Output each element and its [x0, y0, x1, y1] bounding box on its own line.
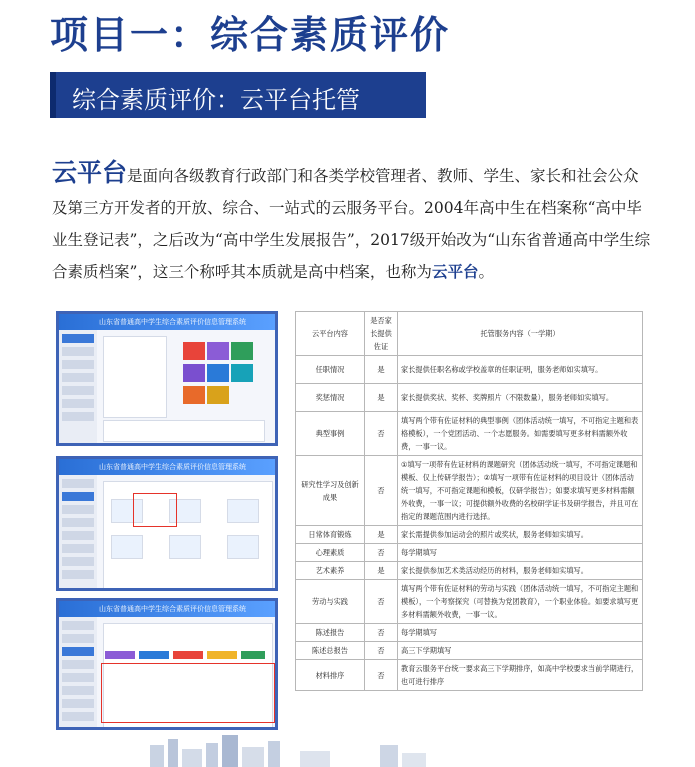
tile-icon [183, 386, 205, 404]
cell-service: ①填写一项带有佐证材料的课题研究（团体活动统一填写，不可指定课题和模板、仅上传研学报告）；②填写一项带有佐证材料的项目设计（团体活动统一填写，不可指定课题和模板，仅研学报告）；如要求填写更多材料需额外收费，一事一议；可提供额外收费的名校研学证书及研学报告，并且可在指定的课题范围内进行选择。 [398, 456, 643, 526]
cell-proof: 是 [365, 526, 398, 544]
screenshot-header: 山东省普通高中学生综合素质评价信息管理系统 [59, 601, 275, 617]
tile-icon [183, 342, 205, 360]
table-row [296, 624, 643, 642]
tile-icon [207, 342, 229, 360]
cell-item: 艺术素养 [296, 562, 365, 580]
table-row [296, 544, 643, 562]
screenshot-header: 山东省普通高中学生综合素质评价信息管理系统 [59, 314, 275, 330]
cell-item: 研究性学习及创新成果 [296, 456, 365, 526]
cell-proof: 是 [365, 562, 398, 580]
cell-item: 奖惩情况 [296, 384, 365, 412]
table-row [296, 526, 643, 544]
intro-lead: 云平台 [52, 158, 128, 187]
cell-item: 陈述总报告 [296, 642, 365, 660]
item-card [169, 535, 201, 559]
section-banner [50, 72, 426, 118]
tile-icon [183, 364, 205, 382]
cell-item: 陈述报告 [296, 624, 365, 642]
cell-service: 家长需提供参加运动会的照片或奖状，服务老师如实填写。 [398, 526, 643, 544]
page-title: 项目一：综合素质评价 [50, 13, 451, 57]
screenshot-evaluation [56, 456, 278, 591]
cell-item: 典型事例 [296, 412, 365, 456]
table-row [296, 580, 643, 624]
cell-item: 心理素质 [296, 544, 365, 562]
city-skyline-decoration [0, 735, 695, 767]
category-tag [139, 651, 169, 659]
cell-service: 家长提供任职名称或学校盖章的任职证明，服务老师如实填写。 [398, 356, 643, 384]
cell-service: 教育云服务平台统一要求高三下学期排序，如高中学校要求当前学期进行，也可进行排序 [398, 660, 643, 691]
category-tag [105, 651, 135, 659]
cell-service: 家长提供奖状、奖杯、奖牌照片（不限数量），服务老师如实填写。 [398, 384, 643, 412]
header-item: 云平台内容 [296, 312, 365, 356]
item-card [111, 535, 143, 559]
cell-proof: 否 [365, 624, 398, 642]
cell-service: 每学期填写 [398, 544, 643, 562]
banner-stripe [50, 72, 56, 118]
cell-item: 日常体育锻炼 [296, 526, 365, 544]
table-row [296, 642, 643, 660]
cell-proof: 是 [365, 384, 398, 412]
cell-service: 填写两个带有佐证材料的劳动与实践（团体活动统一填写，不可指定主题和模板），一个考察探究（可替换为党团教育），一个职业体验。如要求填写更多材料需额外收费，一事一议。 [398, 580, 643, 624]
cell-item: 任职情况 [296, 356, 365, 384]
screenshot-sidebar [59, 330, 97, 443]
intro-emphasis: 云平台 [431, 263, 479, 281]
table-row [296, 356, 643, 384]
screenshot-labor-practice [56, 598, 278, 730]
item-card [227, 499, 259, 523]
table-header-row [296, 312, 643, 356]
cell-proof: 否 [365, 544, 398, 562]
cell-service: 填写两个带有佐证材料的典型事例（团体活动统一填写，不可指定主题和表格模板），一个党团活动、一个志愿服务。如需要填写更多材料需额外收费，一事一议。 [398, 412, 643, 456]
table-row [296, 562, 643, 580]
service-table [295, 311, 643, 691]
header-service: 托管服务内容（一学期） [398, 312, 643, 356]
table-row [296, 412, 643, 456]
tile-icon [207, 364, 229, 382]
cell-service: 每学期填写 [398, 624, 643, 642]
highlight-box [133, 493, 177, 527]
tile-icon [231, 342, 253, 360]
cell-proof: 否 [365, 580, 398, 624]
cell-item: 材料排序 [296, 660, 365, 691]
cell-proof: 否 [365, 642, 398, 660]
tile-icon [231, 364, 253, 382]
cell-proof: 否 [365, 456, 398, 526]
cell-item: 劳动与实践 [296, 580, 365, 624]
info-panel [103, 420, 265, 442]
intro-paragraph [52, 157, 652, 288]
category-tag [207, 651, 237, 659]
header-proof: 是否家长提供佐证 [365, 312, 398, 356]
intro-text: 是面向各级教育行政部门和各类学校管理者、教师、学生、家长和社会公众及第三方开发者的开放、综合、一站式的云服务平台。2004年高中生在档案称“高中毕业生登记表”，之后改为“高中学生发展报告”，2017级开始改为“山东省普通高中学生综合素质档案”，这三个称呼其本质就是高中档案，也称为 [52, 167, 651, 281]
item-card [227, 535, 259, 559]
tile-icon [207, 386, 229, 404]
cell-proof: 否 [365, 412, 398, 456]
info-panel [103, 336, 167, 418]
highlight-box [101, 663, 275, 723]
cell-proof: 是 [365, 356, 398, 384]
screenshot-header: 山东省普通高中学生综合素质评价信息管理系统 [59, 459, 275, 475]
screenshot-sidebar [59, 475, 97, 588]
table-row [296, 384, 643, 412]
table-row [296, 456, 643, 526]
banner-text: 综合素质评价：云平台托管 [72, 86, 360, 114]
category-tag [241, 651, 265, 659]
cell-service: 家长提供参加艺术类活动经历的材料，服务老师如实填写。 [398, 562, 643, 580]
screenshot-dashboard [56, 311, 278, 446]
intro-end: 。 [478, 263, 494, 281]
cell-proof: 否 [365, 660, 398, 691]
table-row [296, 660, 643, 691]
category-tag [173, 651, 203, 659]
screenshot-sidebar [59, 617, 97, 727]
cell-service: 高三下学期填写 [398, 642, 643, 660]
